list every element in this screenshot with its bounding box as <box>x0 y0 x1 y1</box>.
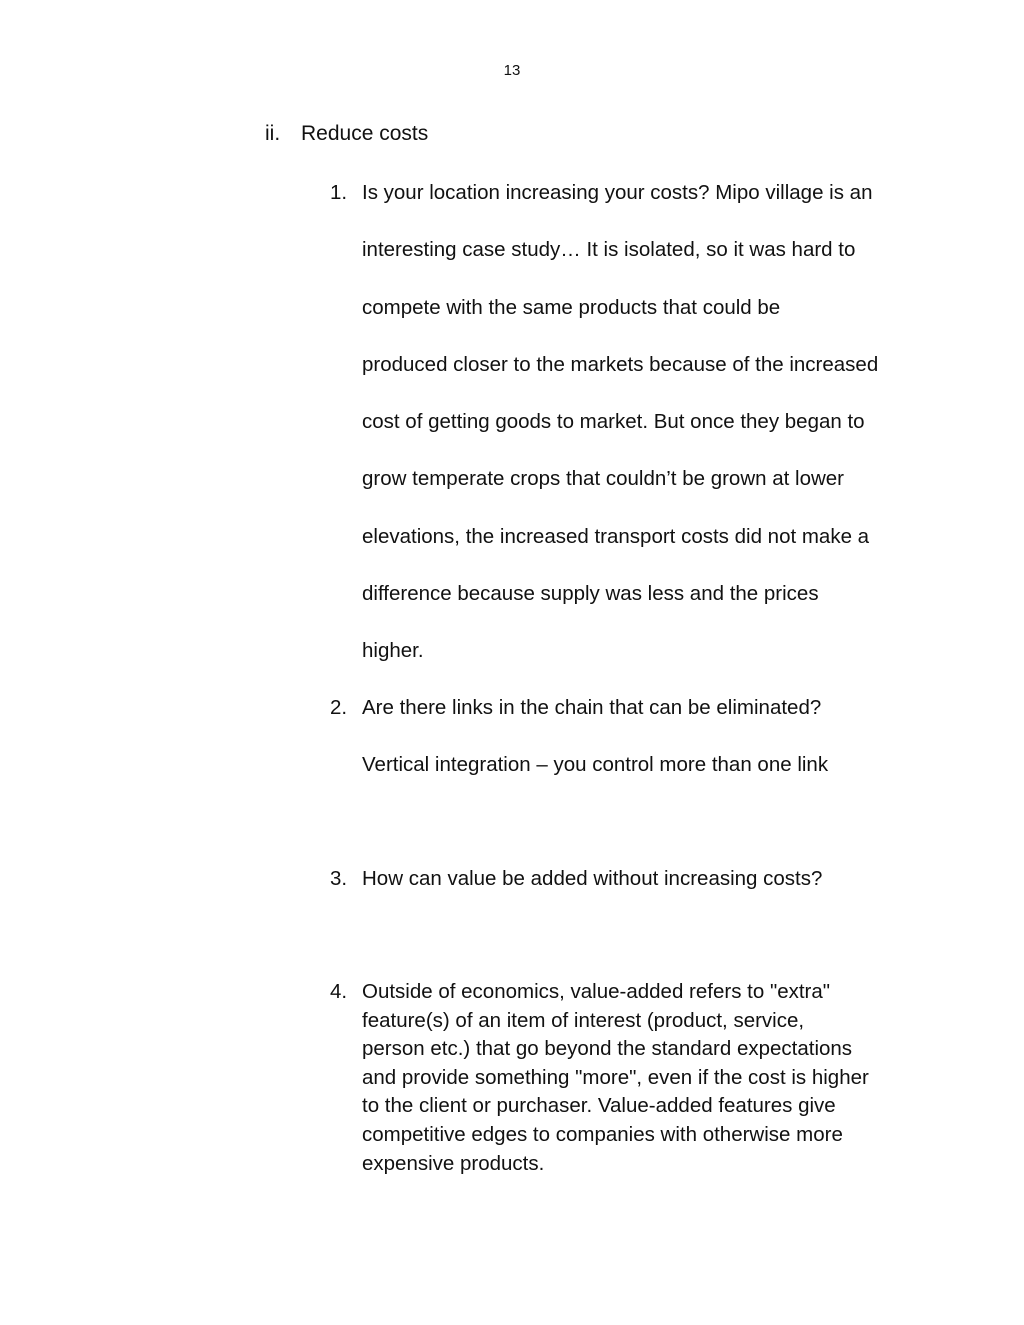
list-item-2 <box>330 679 920 794</box>
text-line: to the client or purchaser. Value-added features give <box>362 1094 836 1118</box>
text-line: cost of getting goods to market. But once they began to <box>362 410 865 434</box>
text-line: Are there links in the chain that can be eliminated? <box>362 696 822 719</box>
text-line: Outside of economics, value-added refers to "extra" <box>362 980 831 1003</box>
text-line: Is your location increasing your costs? Mipo village is an <box>362 181 873 204</box>
list-item-number: 1. <box>330 181 348 204</box>
text-line: compete with the same products that could be <box>362 295 781 319</box>
list-item-number: 4. <box>330 980 348 1003</box>
list-item-1 <box>330 164 920 680</box>
text-line: feature(s) of an item of interest (product, service, <box>362 1008 805 1032</box>
text-line: and provide something "more", even if the cost is higher <box>362 1065 869 1089</box>
text-line: Vertical integration – you control more than one link <box>362 753 829 777</box>
text-line: interesting case study… It is isolated, so it was hard to <box>362 238 856 262</box>
section-heading <box>265 122 428 146</box>
list-item-number: 2. <box>330 696 348 719</box>
section-numeral: ii. <box>265 122 281 145</box>
text-line: How can value be added without increasing costs? <box>362 867 823 890</box>
text-line: difference because supply was less and the prices <box>362 582 819 606</box>
list-item-4 <box>330 978 920 1178</box>
page-number: 13 <box>503 62 521 79</box>
text-line: grow temperate crops that couldn’t be grown at lower <box>362 467 845 491</box>
text-line: higher. <box>362 639 424 663</box>
list-item-3 <box>330 850 920 907</box>
text-line: elevations, the increased transport costs did not make a <box>362 524 870 548</box>
list-item-number: 3. <box>330 867 348 890</box>
text-line: expensive products. <box>362 1151 545 1175</box>
text-line: produced closer to the markets because of the increased <box>362 352 879 376</box>
text-line: competitive edges to companies with otherwise more <box>362 1122 843 1146</box>
list-item-text <box>362 850 920 907</box>
text-line: person etc.) that go beyond the standard expectations <box>362 1037 853 1061</box>
list-item-text <box>362 978 920 1178</box>
list-item-text <box>362 679 920 794</box>
section-title: Reduce costs <box>301 122 429 145</box>
list-item-text <box>362 164 920 680</box>
